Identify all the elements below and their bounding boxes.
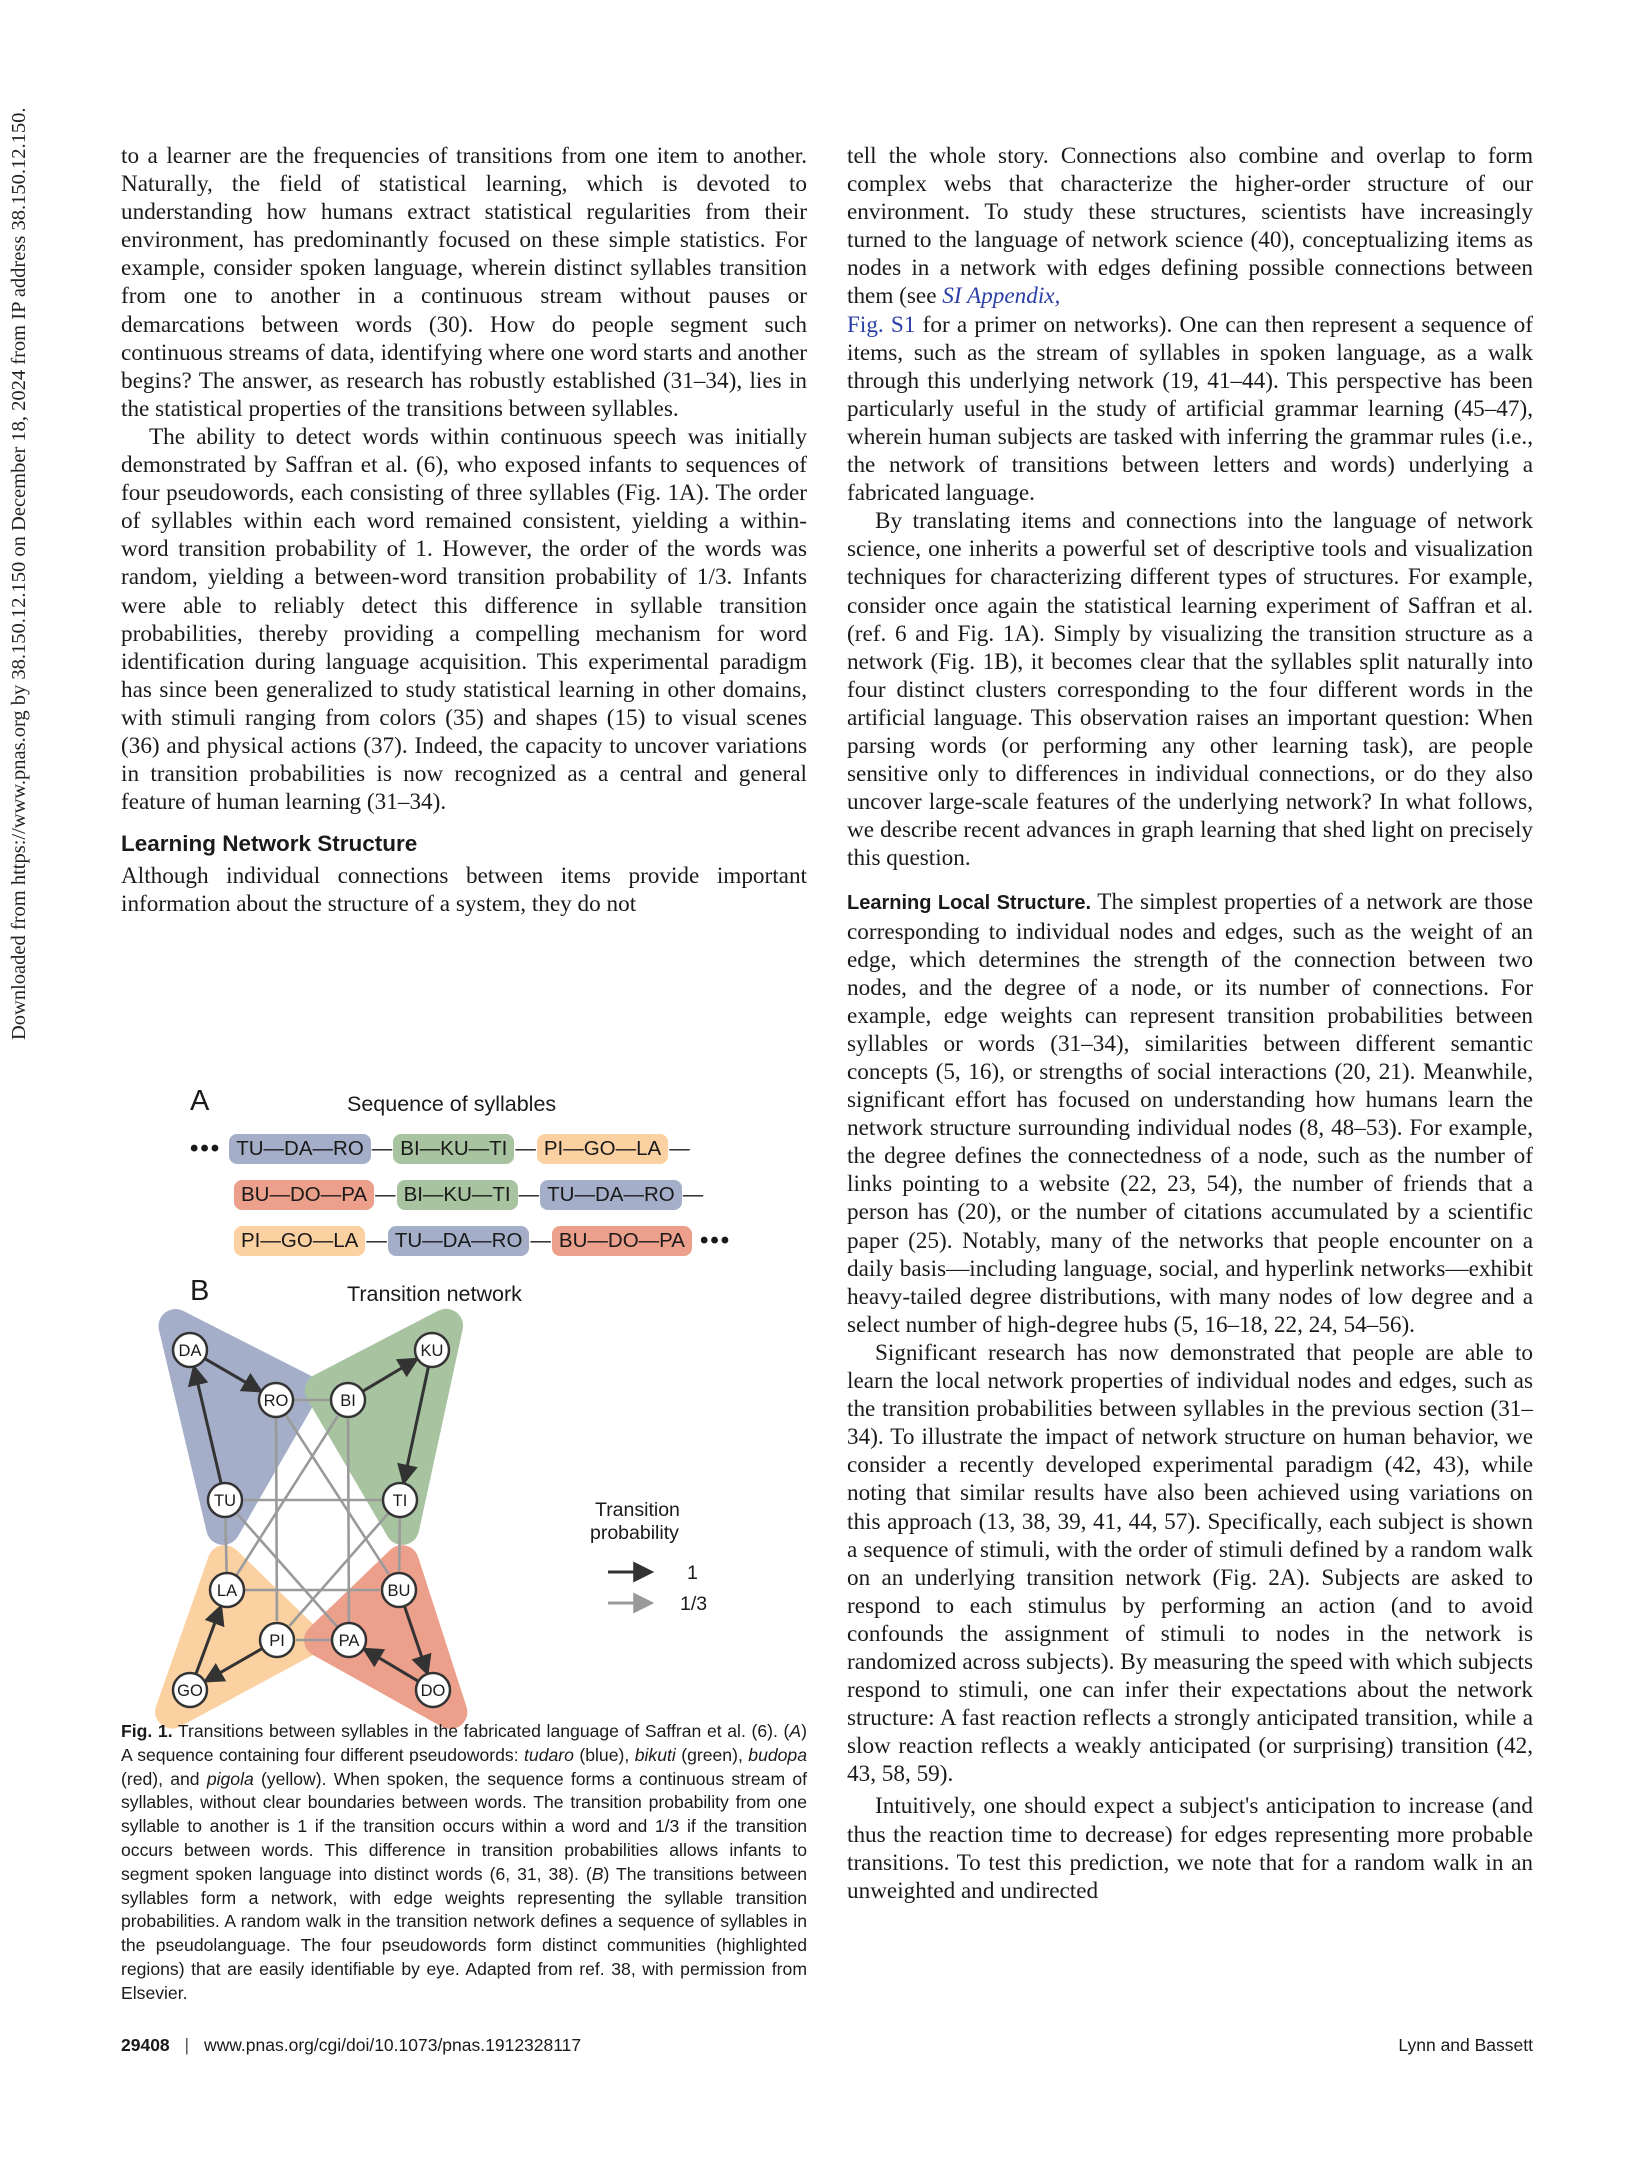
panel-a-title: Sequence of syllables [347, 1092, 557, 1116]
caption-text: A [789, 1721, 802, 1741]
page-footer [121, 2035, 1533, 2059]
legend-label: 1/3 [680, 1593, 708, 1615]
legend-label: 1 [687, 1562, 698, 1584]
word-pill: BU—DO—PA [552, 1226, 692, 1256]
caption-term: pigola [206, 1768, 254, 1789]
node-label: LA [216, 1582, 238, 1600]
caption-text: (green), [675, 1744, 749, 1765]
word-pill: BI—KU—TI [397, 1180, 518, 1210]
caption-text: ) A sequence containing four different pseudowords: [121, 1721, 807, 1765]
running-authors: Lynn and Bassett [1398, 2035, 1533, 2055]
doi-link[interactable]: www.pnas.org/cgi/doi/10.1073/pnas.1912328117 [203, 2035, 582, 2055]
caption-text: (yellow). When spoken, the sequence forms a continuous stream of syllables, without clear boundaries between words. The transition probability from one syllable to another is 1 if the transition occurs within a word and 1/3 if the transition occurs between words. This difference in transition probabilities allows infants to segment spoken language into distinct words (6, 31, 38). ( [121, 1768, 808, 1884]
node-label: DA [178, 1342, 202, 1360]
node-label: GO [177, 1682, 203, 1700]
node-bu [382, 1573, 416, 1607]
node-label: PA [338, 1632, 360, 1650]
word-pill: PI—GO—LA [234, 1226, 365, 1256]
paragraph: The ability to detect words within continuous speech was initially demonstrated by Saffran et al. (6), who exposed infants to sequences of four pseudowords, each consisting of three syllables (Fig. 1A). The order of syllables within each word remained consistent, yielding a within-word transition probability of 1. However, the order of the words was random, yielding a between-word transition probability of 1/3. Infants were able to reliably detect this difference in syllable transition probabilities, thereby providing a compelling mechanism for word identification during language acquisition. This experimental paradigm has since been generalized to study statistical learning in other domains, with stimuli ranging from colors (35) and shapes (15) to visual scenes (36) and physical actions (37). Indeed, the capacity to uncover variations in transition probabilities is now recognized as a central and general feature of human learning (31–34). [121, 423, 807, 816]
ellipsis: ••• [699, 1227, 732, 1254]
section-heading: Learning Network Structure [121, 831, 418, 857]
caption-text: B [591, 1863, 604, 1884]
download-notice: Downloaded from https://www.pnas.org by 38.150.12.150 on December 18, 2024 from IP address 38.150.12.150. [8, 107, 30, 1040]
node-go [173, 1673, 207, 1707]
page-number: 29408 [121, 2035, 170, 2055]
panel-b-title: Transition network [347, 1282, 522, 1306]
ellipsis: ••• [190, 1135, 222, 1162]
sequence-row: ••• TU—DA—RO — BI—KU—TI — PI—GO—LA — [190, 1135, 690, 1162]
word-pill: TU—DA—RO [540, 1180, 682, 1210]
node-bi [331, 1383, 365, 1417]
node-ku [415, 1333, 449, 1367]
paragraph: Intuitively, one should expect a subject's anticipation to increase (and thus the reaction time to decrease) for edges representing more probable transitions. To test this prediction, we note that for a random walk in an unweighted and undirected [847, 1793, 1533, 1904]
node-la [210, 1573, 244, 1607]
node-ro [259, 1383, 293, 1417]
caption-term: budopa [748, 1744, 807, 1765]
legend-title: Transition [595, 1499, 680, 1521]
caption-term: bikuti [634, 1744, 676, 1765]
word-pill: BU—DO—PA [234, 1180, 374, 1210]
paragraph: Significant research has now demonstrated that people are able to learn the local network properties of individual nodes and edges, such as the transition probabilities between syllables in the previous section (31–34). To illustrate the impact of network structure on human behavior, we consider a recently developed experimental paradigm (42, 43), while noting that similar results have also been achieved using variations on this approach (13, 38, 39, 41, 44, 57). Specifically, each subject is shown a sequence of stimuli, with the order of stimuli defined by a random walk on an underlying transition network (Fig. 2A). Subjects are asked to respond to each stimulus by performing an action (and to avoid confounds the assignment of stimuli to nodes in the network is randomized across subjects). By measuring the speed with which subjects respond to stimuli, one can infer their expectations about the network structure: A fast reaction reflects a strongly anticipated transition, while a slow reaction reflects a weakly anticipated (or surprising) transition (42, 43, 58, 59). [847, 1339, 1533, 1788]
paragraph: Learning Local Structure. The simplest properties of a network are those corresponding to individual nodes and edges, such as the weight of an edge, which determines the strength of the connection between two nodes, and the degree of a node, or its number of connections. For example, edge weights can represent transition probabilities between syllables or words (31–34), similarities between different semantic concepts (5, 16), or strengths of social interactions (20, 21). Meanwhile, significant effort has focused on understanding how humans learn the network structure surrounding individual nodes (8, 48–53). For example, the degree defines the connectedness of a node, such as the number of links pointing to a website (22, 23, 54), the number of friends that a person has (20), or the number of citations accumulated by a scientific paper (25). Notably, many of the networks that people encounter on a daily basis—including language, social, and hyperlink networks—exhibit heavy-tailed degree distributions, with many nodes of low degree and a select number of high-degree hubs (5, 16–18, 22, 24, 54–56). [847, 889, 1534, 1338]
caption-term: tudaro [524, 1744, 574, 1765]
node-ti [383, 1483, 417, 1517]
node-label: KU [420, 1342, 444, 1360]
edge-between-word [225, 1519, 226, 1573]
edge-between-word [348, 1419, 349, 1623]
node-label: PI [269, 1632, 285, 1650]
right-column [847, 142, 1533, 1905]
sequence-row: BU—DO—PA — BI—KU—TI — TU—DA—RO — [234, 1177, 704, 1213]
paragraph: Although individual connections between items provide important information about the structure of a system, they do not [121, 863, 807, 918]
panel-a-label: A [190, 1085, 210, 1117]
sequence-row: PI—GO—LA — TU—DA—RO — BU—DO—PA ••• [234, 1223, 739, 1259]
legend [590, 1499, 707, 1615]
node-label: RO [263, 1392, 289, 1410]
node-label: DO [420, 1682, 446, 1700]
node-label: TI [392, 1492, 408, 1510]
separator: | [184, 2035, 190, 2055]
node-label: BU [387, 1582, 411, 1600]
fig-s1-link[interactable]: Fig. S1 [847, 311, 916, 338]
paragraph: tell the whole story. Connections also combine and overlap to form complex webs that characterize the higher-order structure of our environment. To study these structures, scientists have increasingly turned to the language of network science (40), conceptualizing items as nodes in a network with edges defining possible connections between them (see SI Appendix, Fig. S1 for a primer on networks). One can then represent a sequence of items, such as the stream of syllables in spoken language, as a walk through this underlying network (19, 41–44). This perspective has been particularly useful in the study of artificial grammar learning (45–47), wherein human subjects are tasked with inferring the grammar rules (i.e., the network of transitions between letters and words) underlying a fabricated language. [847, 143, 1533, 507]
left-column [121, 142, 807, 918]
word-pill: BI—KU—TI [393, 1134, 514, 1164]
figure-1 [177, 1085, 780, 1725]
legend-title: probability [590, 1522, 679, 1544]
caption-text: (blue), [573, 1744, 635, 1765]
node-da [173, 1333, 207, 1367]
caption-text: (red), and [121, 1768, 207, 1789]
panel-b-label: B [190, 1275, 210, 1307]
caption-label: Fig. 1. [121, 1721, 173, 1741]
edge-between-word [399, 1517, 400, 1571]
word-pill: TU—DA—RO [388, 1226, 530, 1256]
node-do [416, 1673, 450, 1707]
caption-text: Transitions between syllables in the fabricated language of Saffran et al. (6). ( [172, 1721, 790, 1741]
transition-network [177, 1305, 780, 1725]
si-appendix-link[interactable]: SI Appendix, [942, 283, 1061, 310]
node-label: TU [214, 1492, 236, 1510]
node-label: BI [340, 1392, 356, 1410]
paragraph: By translating items and connections into the language of network science, one inherits a powerful set of descriptive tools and visualization techniques for characterizing different types of structures. For example, consider once again the statistical learning experiment of Saffran et al. (ref. 6 and Fig. 1A). Simply by visualizing the transition structure as a network (Fig. 1B), it becomes clear that the syllables split naturally into four distinct clusters corresponding to the four different words in the artificial language. This observation raises an important question: When parsing words (or performing any other learning task), are people sensitive only to differences in individual connections, or do they also uncover large-scale features of the underlying network? In what follows, we describe recent advances in graph learning that shed light on precisely this question. [847, 508, 1533, 872]
figure-caption [121, 1720, 807, 2006]
caption-text: ) The transitions between syllables form a network, with edge weights representing the syllable transition probabilities. A random walk in the transition network defines a sequence of syllables in the pseudolanguage. The four pseudowords form distinct communities (highlighted regions) that are easily identifiable by eye. Adapted from ref. 38, with permission from Elsevier. [121, 1863, 807, 2003]
node-pa [332, 1623, 366, 1657]
word-pill: TU—DA—RO [229, 1134, 371, 1164]
node-tu [208, 1483, 242, 1517]
node-pi [260, 1623, 294, 1657]
subsection-heading: Learning Local Structure. [847, 892, 1092, 915]
word-pill: PI—GO—LA [537, 1134, 668, 1164]
paragraph: to a learner are the frequencies of transitions from one item to another. Naturally, the field of statistical learning, which is devoted to understanding how humans extract statistical regularities from their environment, has predominantly focused on these simple statistics. For example, consider spoken language, wherein distinct syllables transition from one to another in a continuous stream without pauses or demarcations between words (30). How do people segment such continuous streams of data, identifying where one word starts and another begins? The answer, as research has robustly established (31–34), lies in the statistical properties of the transitions between syllables. [121, 143, 807, 422]
